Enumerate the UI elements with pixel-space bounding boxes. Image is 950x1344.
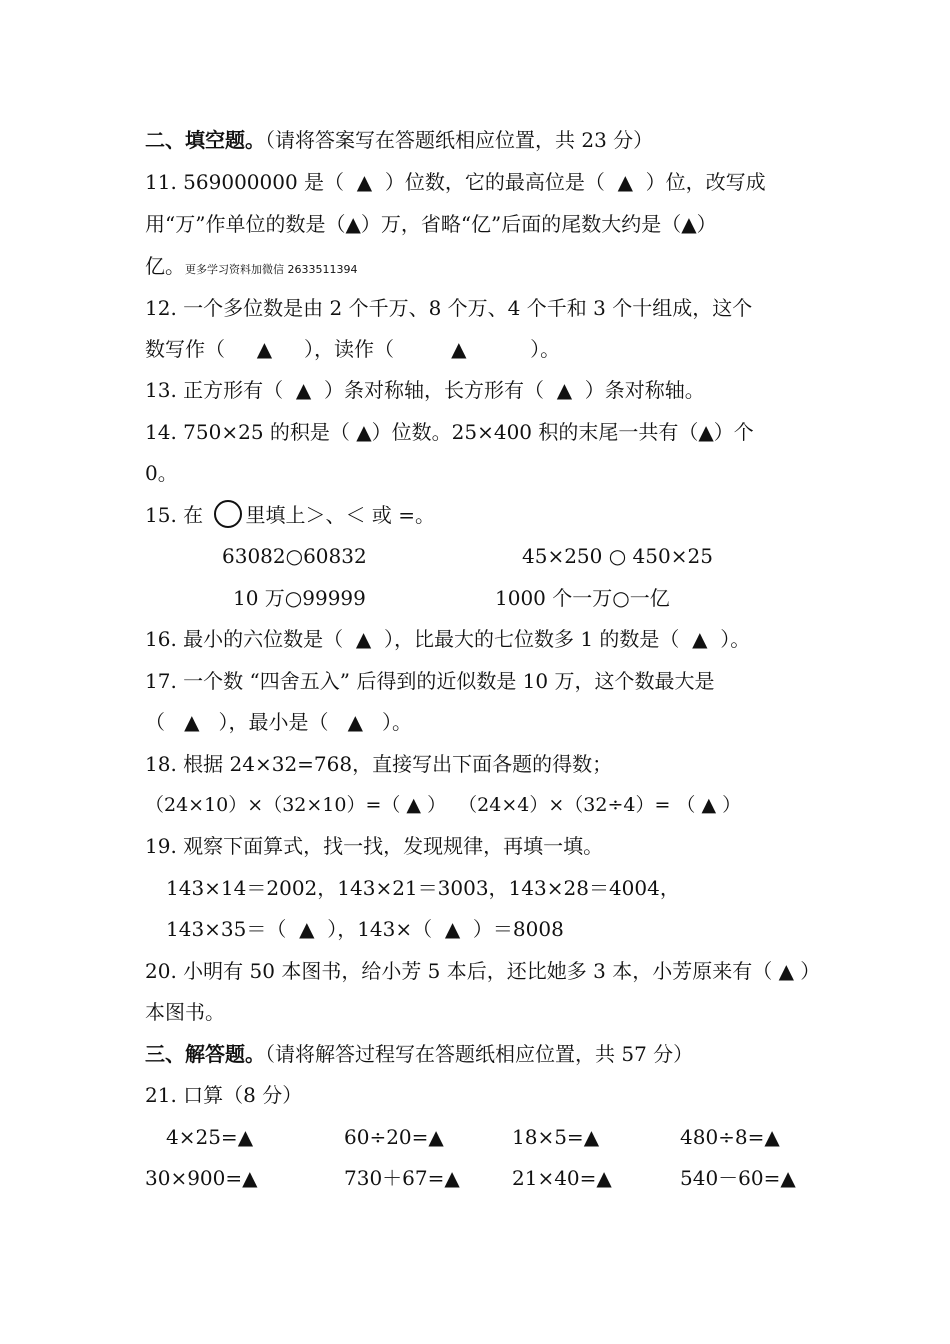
q12-line2: 数写作（ ▲ ），读作（ ▲ ）。 — [145, 337, 561, 361]
q13-line1: 13. 正方形有（ ▲ ）条对称轴，长方形有（ ▲ ）条对称轴。 — [145, 378, 705, 402]
q21-title: 21. 口算（8 分） — [145, 1083, 303, 1107]
q14-line1: 14. 750×25 的积是（ ▲）位数。25×400 积的末尾一共有（▲）个 — [145, 420, 754, 444]
q15-prefix: 15. 在 — [145, 503, 204, 527]
watermark-text: 更多学习资料加微信 2633511394 — [185, 263, 358, 276]
q15-row1-col2: 45×250 ○ 450×25 — [522, 544, 713, 568]
q19-line1: 19. 观察下面算式，找一找，发现规律，再填一填。 — [145, 834, 604, 858]
q21-row2-item2: 730＋67=▲ — [344, 1166, 460, 1190]
q14-line2: 0。 — [145, 461, 178, 485]
q11-line2: 用“万”作单位的数是（▲）万，省略“亿”后面的尾数大约是（▲） — [145, 212, 717, 236]
q11-line1: 11. 569000000 是（ ▲ ）位数，它的最高位是（ ▲ ）位，改写成 — [145, 170, 766, 194]
q21-row1-item3: 18×5=▲ — [512, 1125, 600, 1149]
q19-line3: 143×35＝（ ▲ ），143×（ ▲ ）＝8008 — [166, 917, 564, 941]
q19-line2: 143×14＝2002，143×21＝3003，143×28＝4004， — [166, 876, 680, 900]
section-2-title: 二、填空题。 — [145, 128, 265, 152]
q21-row1-item4: 480÷8=▲ — [680, 1125, 780, 1149]
q21-row2-item3: 21×40=▲ — [512, 1166, 612, 1190]
q12-line1: 12. 一个多位数是由 2 个千万、8 个万、4 个千和 3 个十组成，这个 — [145, 296, 753, 320]
section-2-note: （请将答案写在答题纸相应位置，共 23 分） — [265, 128, 654, 152]
q17-line2: （ ▲ ），最小是（ ▲ ）。 — [145, 710, 413, 734]
section-2-heading — [145, 126, 653, 154]
q21-row2-item1: 30×900=▲ — [145, 1166, 258, 1190]
q21-row2-item4: 540－60=▲ — [680, 1166, 796, 1190]
q16-line1: 16. 最小的六位数是（ ▲ ），比最大的七位数多 1 的数是（ ▲ ）。 — [145, 627, 751, 651]
section-3-heading — [145, 1040, 693, 1068]
q15-row2-col1: 10 万○99999 — [233, 586, 366, 610]
q15-line1 — [145, 500, 435, 529]
q11-line3-text: 亿。 — [145, 254, 185, 278]
q11-line3 — [145, 252, 357, 284]
q18-line2: （24×10）×（32×10）=（ ▲ ） （24×4）×（32÷4）= （ ▲ ） — [145, 794, 742, 816]
q20-line1: 20. 小明有 50 本图书，给小芳 5 本后，还比她多 3 本，小芳原来有（ ▲ ） — [145, 959, 821, 983]
q18-line1: 18. 根据 24×32=768，直接写出下面各题的得数； — [145, 752, 613, 776]
circle-icon — [214, 500, 242, 528]
section-3-note: （请将解答过程写在答题纸相应位置，共 57 分） — [265, 1042, 694, 1066]
q15-suffix: 里填上＞、＜ 或 =。 — [245, 503, 436, 527]
q17-line1: 17. 一个数 “四舍五入” 后得到的近似数是 10 万，这个数最大是 — [145, 669, 715, 693]
section-3-title: 三、解答题。 — [145, 1042, 265, 1066]
q20-line2: 本图书。 — [145, 1000, 225, 1024]
q21-row1-item2: 60÷20=▲ — [344, 1125, 444, 1149]
q15-row2-col2: 1000 个一万○一亿 — [495, 586, 670, 610]
q21-row1-item1: 4×25=▲ — [166, 1125, 254, 1149]
q15-row1-col1: 63082○60832 — [222, 544, 367, 568]
